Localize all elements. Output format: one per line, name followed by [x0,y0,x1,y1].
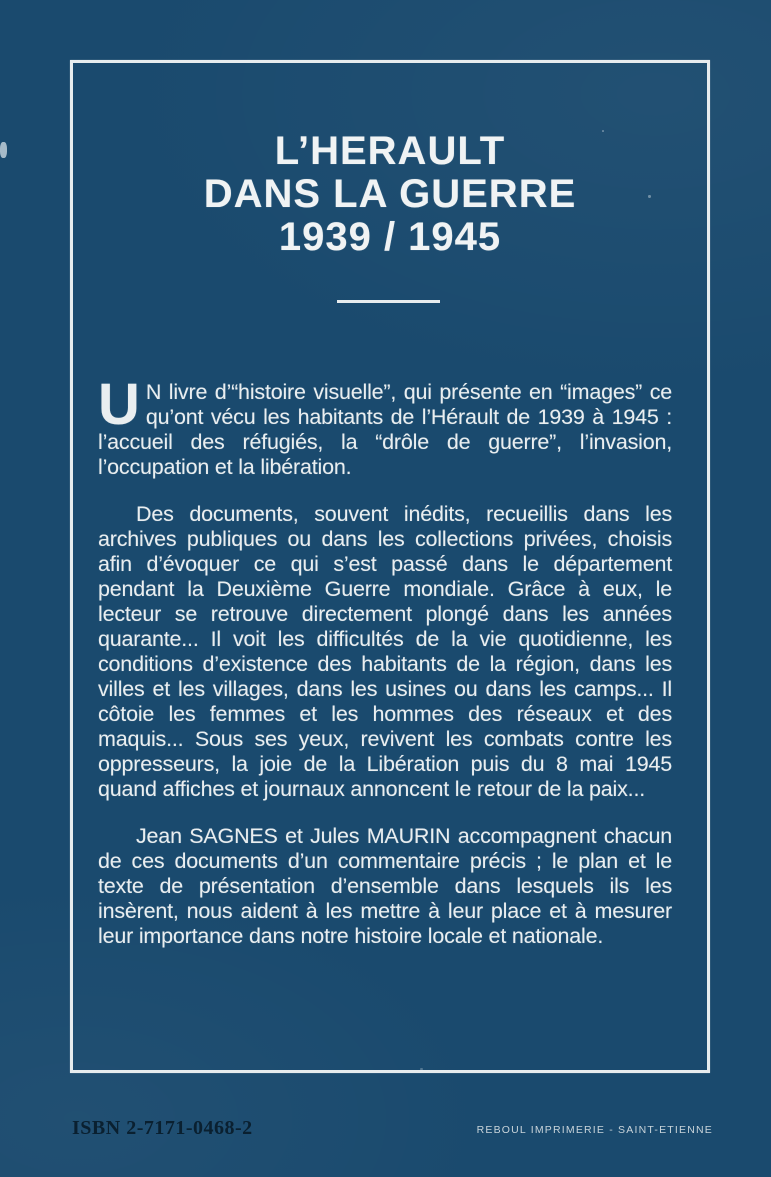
blurb-paragraph-2: Des documents, souvent inédits, recueillis dans les archives publiques ou dans les collections privées, choisis afin d’évoquer ce qui s’est passé dans le département pendant la Deuxième Guerre mondiale. Grâce à eux, le lecteur se retrouve directement plongé dans les années quarante... Il voit les difficultés de la vie quotidienne, les conditions d’existence des habitants de la région, dans les villes et les villages, dans les usines ou dans les camps... Il côtoie les femmes et les hommes des réseaux et des maquis... Sous ses yeux, revivent les combats contre les oppresseurs, la joie de la Libération puis du 8 mai 1945 quand affiches et journaux annoncent le retour de la paix... [98,502,672,801]
title-line-2: DANS LA GUERRE [203,172,577,216]
title-line-1: L’HERAULT [274,129,506,173]
scan-artifact [555,585,557,587]
title-divider-rule [337,300,440,303]
paragraph-1-text: N livre d’“histoire visuelle”, qui présente en “images” ce qu’ont vécu les habitants de l’Hérault de 1939 à 1945 : l’accueil des réfugiés, la “drôle de guerre”, l’invasion, l’occupation et la libération. [98,380,672,479]
title-line-3: 1939 / 1945 [278,215,502,259]
scan-artifact [0,142,7,158]
scan-artifact [420,1068,423,1070]
drop-cap: U [98,372,138,437]
blurb-paragraph-3: Jean SAGNES et Jules MAURIN accompagnent chacun de ces documents d’un commentaire précis ; le plan et le texte de présentation d’ensemble dans lesquels ils les insèrent, nous aident à les mettre à leur place et à mesurer leur importance dans notre histoire locale et nationale. [98,824,672,948]
scan-artifact [602,130,604,132]
book-title [73,130,707,259]
scan-artifact [648,195,651,198]
printer-imprint: REBOUL IMPRIMERIE - SAINT-ETIENNE [476,1124,713,1136]
blurb-paragraph-1 [98,372,672,480]
back-cover-blurb [98,372,672,949]
isbn-number: ISBN 2-7171-0468-2 [72,1117,253,1139]
